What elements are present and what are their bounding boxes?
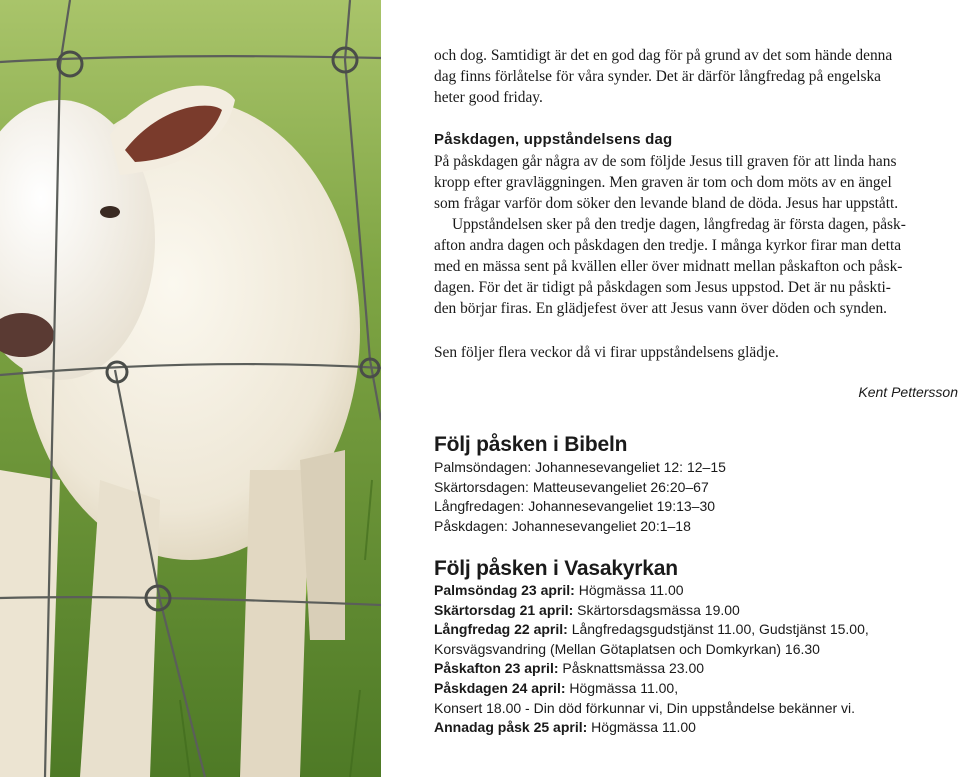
schedule-text: Konsert 18.00 - Din död förkunnar vi, Din uppståndelse bekänner vi. [434, 699, 856, 716]
lamb-photo [0, 0, 381, 777]
text-line: Uppståndelsen sker på den tredje dagen, långfredag är första dagen, påsk- [452, 216, 906, 233]
text-line: den börjar firas. En glädjefest över att Jesus vann över döden och synden. [434, 300, 888, 317]
schedule-text: Korsvägsvandring (Mellan Götaplatsen och Domkyrkan) 16.30 [434, 640, 820, 657]
schedule-day: Skärtorsdag 21 april: [434, 601, 574, 618]
author-signature: Kent Pettersson [858, 384, 958, 400]
bible-reading-list [434, 458, 726, 536]
schedule-text: Högmässa 11.00 [587, 719, 696, 736]
bible-section-title: Följ påsken i Bibeln [434, 433, 628, 456]
list-item: Påskdagen: Johannesevangeliet 20:1–18 [434, 517, 691, 534]
list-item [434, 601, 960, 621]
schedule-text: Högmässa 11.00 [574, 582, 684, 598]
text-line: dagen. För det är tidigt på påskdagen som Jesus uppstod. Det är nu påskti- [434, 279, 891, 296]
list-item: Skärtorsdagen: Matteusevangeliet 26:20–67 [434, 478, 709, 495]
schedule-text: Långfredagsgudstjänst 11.00, Gudstjänst 15.00, [567, 621, 869, 638]
schedule-day: Långfredag 22 april: [434, 621, 568, 638]
vasa-section-title: Följ påsken i Vasakyrkan [434, 557, 678, 580]
text-line: med en mässa sent på kvällen eller över midnatt mellan påskafton och påsk- [434, 258, 903, 275]
list-item [434, 620, 960, 640]
text-line: På påskdagen går några av de som följde Jesus till graven för att linda hans [434, 153, 897, 170]
closing-line: Sen följer flera veckor då vi firar uppståndelsens glädje. [434, 344, 779, 361]
list-item [434, 581, 960, 601]
schedule-day: Palmsöndag 23 april: [434, 582, 575, 598]
schedule-day: Annadag påsk 25 april: [434, 719, 588, 736]
text-line: dag finns förlåtelse för våra synder. Det är därför långfredag på engelska [434, 68, 881, 85]
list-item [434, 679, 960, 699]
schedule-text: Påsknattsmässa 23.00 [558, 660, 705, 677]
text-line: afton andra dagen och påskdagen den tredje. I många kyrkor firar man detta [434, 237, 902, 254]
service-schedule [434, 581, 960, 738]
article-column [434, 0, 960, 777]
text-line: och dog. Samtidigt är det en god dag för på grund av det som hände denna [434, 47, 893, 64]
list-item: Långfredagen: Johannesevangeliet 19:13–30 [434, 498, 716, 515]
schedule-day: Påskafton 23 april: [434, 660, 559, 677]
schedule-text: Högmässa 11.00, [565, 679, 679, 696]
lamb-eye [100, 206, 120, 218]
easter-paragraph [434, 151, 956, 319]
schedule-day: Påskdagen 24 april: [434, 679, 566, 696]
schedule-text: Skärtorsdagsmässa 19.00 [573, 601, 740, 618]
list-item: Palmsöndagen: Johannesevangeliet 12: 12–15 [434, 459, 726, 475]
list-item [434, 699, 960, 719]
list-item [434, 659, 960, 679]
text-line: heter good friday. [434, 89, 543, 106]
text-line: kropp efter gravläggningen. Men graven är tom och dom möts av en ängel [434, 174, 892, 191]
text-line: som frågar varför dom söker den levande bland de döda. Jesus har uppstått. [434, 195, 899, 212]
easter-heading: Påskdagen, uppståndelsens dag [434, 131, 673, 148]
list-item [434, 640, 960, 660]
intro-paragraph [434, 45, 954, 108]
lamb-back-leg [240, 470, 310, 777]
list-item [434, 718, 960, 738]
